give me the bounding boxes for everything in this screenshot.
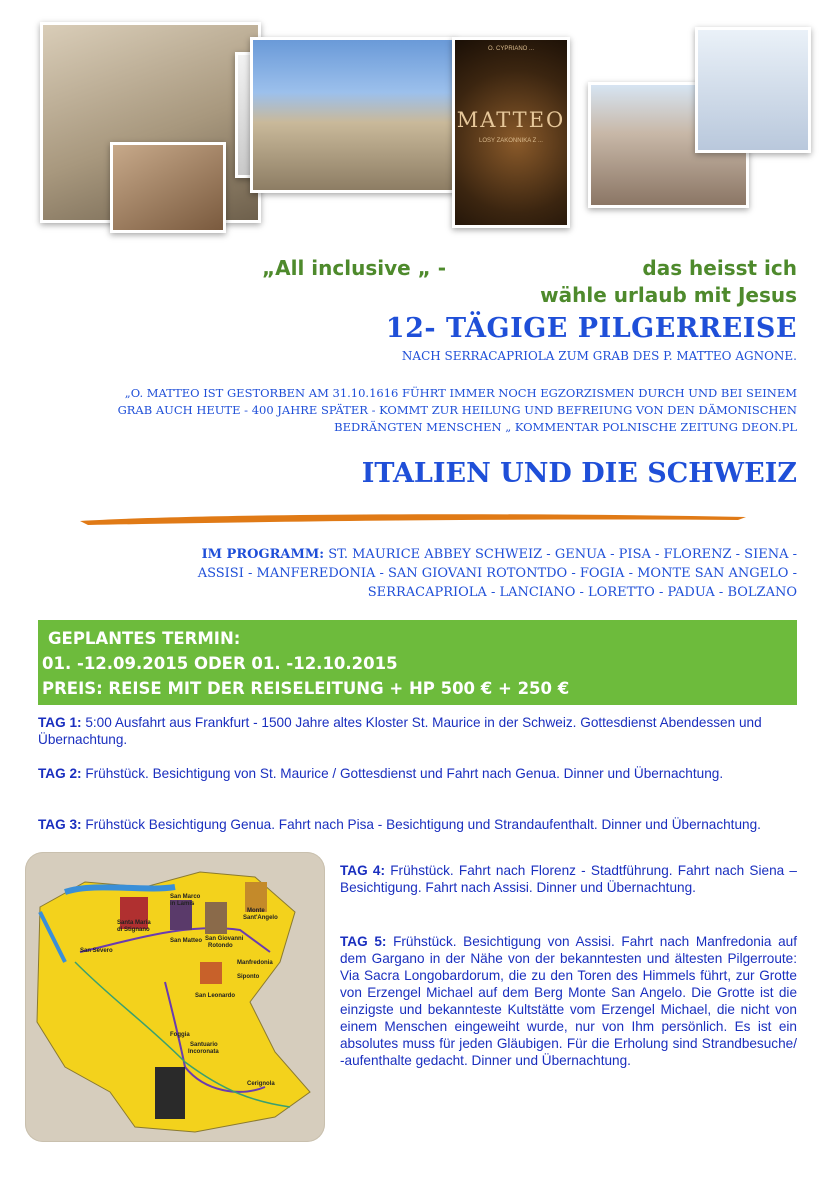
map-label: Siponto (237, 974, 260, 980)
day-text: Frühstück Besichtigung Genua. Fahrt nach Pisa - Besichtigung und Strandaufenthalt. Dinner und Übernachtung. (85, 817, 761, 832)
quote-line: GRAB AUCH HEUTE - 400 JAHRE SPÄTER - KOMMT ZUR HEILUNG UND BEFREIUNG VON DEN DÄMONISCHEN (117, 403, 797, 417)
subheadline: NACH SERRACAPRIOLA ZUM GRAB DES P. MATTEO AGNONE. (401, 349, 797, 363)
map-label: Foggia (170, 1032, 190, 1038)
photo-madonna-statue (695, 27, 811, 153)
termin-dates: 01. -12.09.2015 ODER 01. -12.10.2015 (42, 654, 398, 673)
slogan-right-line1: das heisst ich (642, 256, 797, 280)
day-4 (340, 862, 797, 896)
quote-line: BEDRÄNGTEN MENSCHEN „ KOMMENTAR POLNISCHE ZEITUNG DEON.PL (334, 420, 797, 434)
day-label: TAG 2: (38, 766, 82, 781)
icon-incoronata (155, 1067, 185, 1119)
slogan-left: „All inclusive „ - (262, 256, 447, 280)
quote (37, 385, 797, 436)
day-2 (38, 765, 797, 782)
program (77, 545, 797, 602)
map-label: San Leonardo (195, 993, 236, 999)
program-line: SERRACAPRIOLA - LANCIANO - LORETTO - PADUA - BOLZANO (367, 585, 797, 600)
termin-box (38, 620, 797, 705)
book-title: MATTEO (456, 108, 566, 132)
photo-saint-portrait (110, 142, 226, 233)
photo-basilica (250, 37, 456, 193)
day-text: Frühstück. Fahrt nach Florenz - Stadtführung. Fahrt nach Siena – Besichtigung. Fahrt nach Assisi. Dinner und Übernachtung. (340, 863, 797, 895)
day-label: TAG 4: (340, 863, 386, 878)
day-text: Frühstück. Besichtigung von St. Maurice / Gottesdienst und Fahrt nach Genua. Dinner und Übernachtung. (85, 766, 724, 781)
day-label: TAG 3: (38, 817, 82, 832)
headline: 12- TÄGIGE PILGERREISE (385, 313, 797, 344)
day-3 (38, 816, 797, 833)
country-heading: ITALIEN UND DIE SCHWEIZ (361, 458, 797, 489)
icon-san-giovanni (205, 902, 227, 934)
book-subtitle: LOSY ZAKONNIKA Z ... (479, 138, 543, 144)
map-label: San Giovanni (205, 936, 244, 942)
book-cover-matteo (452, 37, 570, 228)
book-author: O. CYPRIANO ... (487, 46, 534, 52)
day-label: TAG 5: (340, 934, 387, 949)
program-line: ASSISI - MANFEREDONIA - SAN GIOVANI ROTONTDO - FOGIA - MONTE SAN ANGELO - (197, 566, 797, 581)
map-label: di Stignano (117, 927, 150, 933)
day-text: Frühstück. Besichtigung von Assisi. Fahrt nach Manfredonia auf dem Gargano in der Nähe von der bekanntesten und ältesten Pilgerroute: Via Sacra Longobardorum, die zu den Toren des Himmels führt, zur Grotte von Erzengel Michael auf dem Berg Monte San Angelo. Die Grotte ist die einzigste und bekannteste Kultstätte vom Erzengel Michael, die nicht von einem Menschen eingeweiht wurde, nur von Ihm persönlich. Es ist ein absolutes muss für jeden Gläubigen. Für die Erholung sind Strandbesuche/ -aufenthalte gedacht. Dinner und Übernachtung. (340, 934, 797, 1068)
map-label: Rotondo (208, 943, 233, 949)
map-label: Monte (247, 908, 265, 914)
map-label: San Severo (80, 948, 113, 954)
map-label: in Lamis (170, 901, 195, 907)
map-label: Cerignola (247, 1081, 275, 1087)
day-label: TAG 1: (38, 715, 82, 730)
icon-manfredonia (200, 962, 222, 984)
map-label: Incoronata (188, 1049, 219, 1055)
slogan-right-line2: wähle urlaub mit Jesus (540, 283, 797, 307)
quote-line: „O. MATTEO IST GESTORBEN AM 31.10.1616 FÜHRT IMMER NOCH EGZORZISMEN DURCH UND BEI SEINEM (124, 386, 797, 400)
day-1 (38, 714, 797, 748)
route-map (25, 852, 325, 1142)
map-label: Manfredonia (237, 960, 273, 966)
route-map-svg (25, 852, 325, 1142)
orange-brush-divider (78, 512, 748, 526)
map-label: Sant'Angelo (243, 915, 278, 921)
header-collage (40, 12, 810, 227)
program-label: IM PROGRAMM: (201, 547, 325, 562)
termin-price: PREIS: REISE MIT DER REISELEITUNG + HP 500 € + 250 € (42, 679, 570, 698)
map-label: San Marco (170, 894, 201, 900)
day-5 (340, 933, 797, 1069)
map-label: Santuario (190, 1042, 218, 1048)
map-label: Santa Maria (117, 920, 151, 926)
termin-title: GEPLANTES TERMIN: (48, 629, 241, 648)
day-text: 5:00 Ausfahrt aus Frankfurt - 1500 Jahre altes Kloster St. Maurice in der Schweiz. Gottesdienst Abendessen und Übernachtung. (38, 715, 762, 747)
map-label: San Matteo (170, 938, 203, 944)
program-line: ST. MAURICE ABBEY SCHWEIZ - GENUA - PISA - FLORENZ - SIENA - (328, 547, 797, 562)
